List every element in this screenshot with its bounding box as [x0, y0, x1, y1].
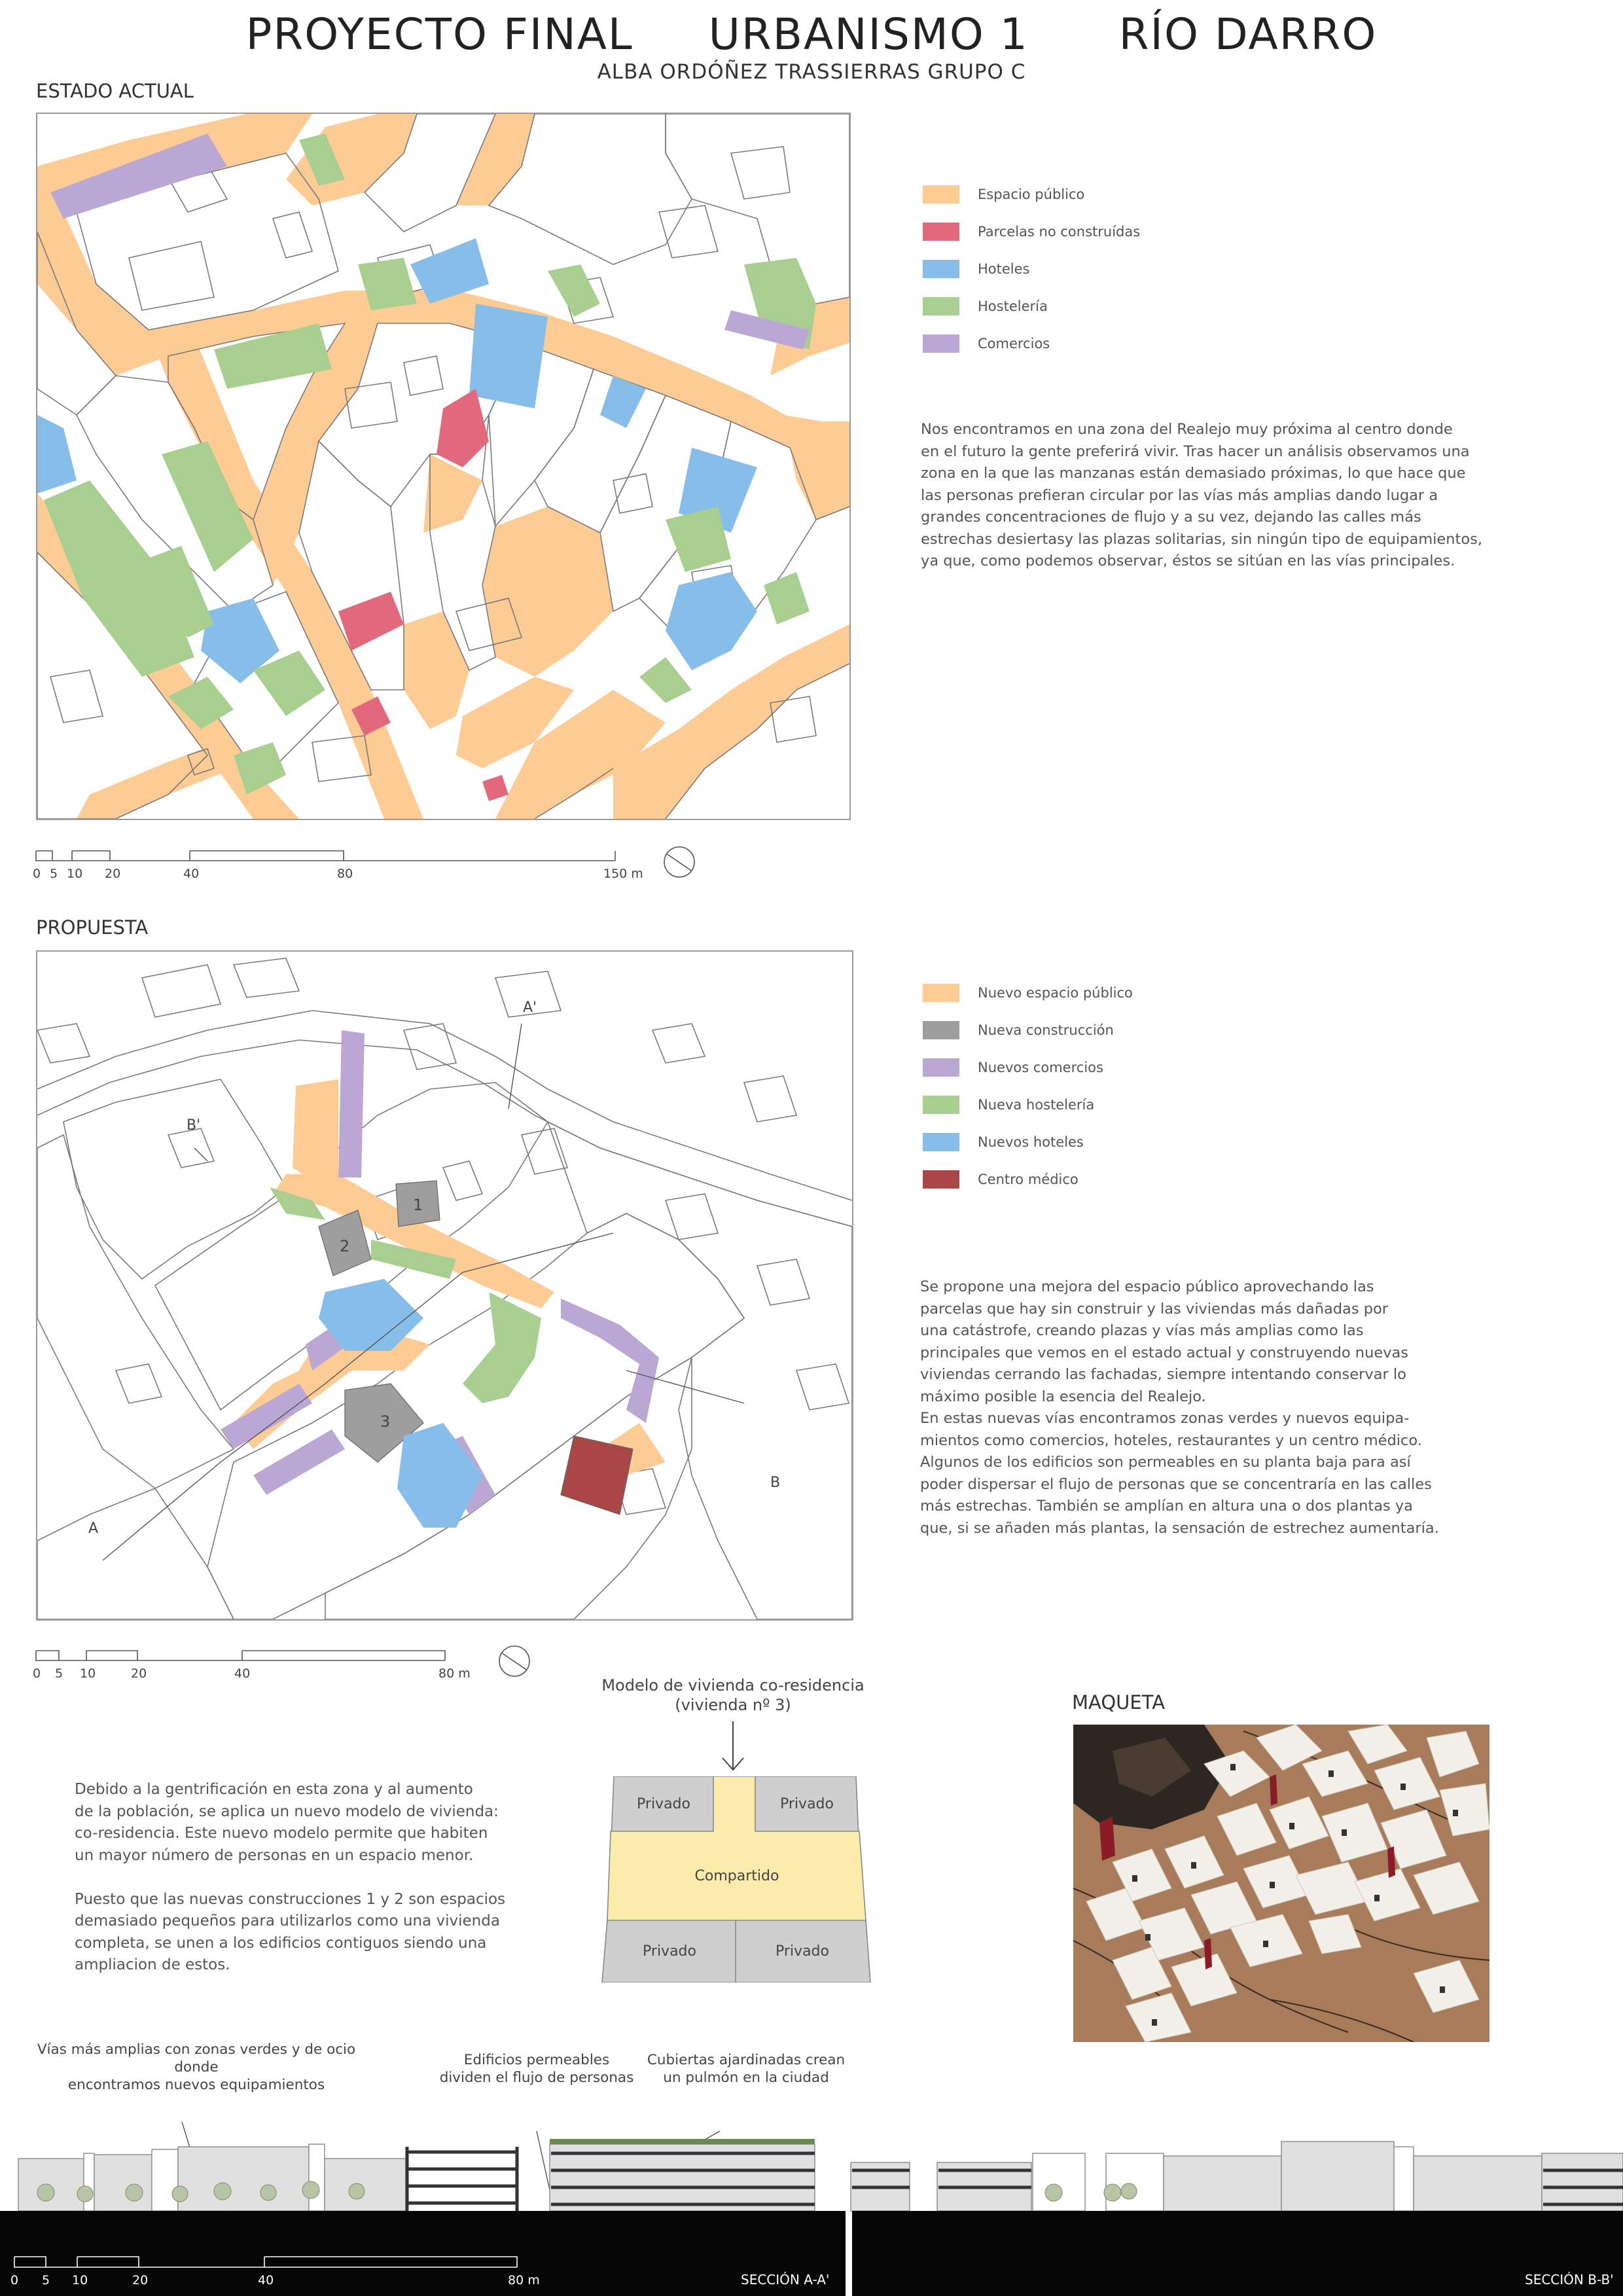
- section-marker-a: A: [88, 1520, 99, 1537]
- legend-label: Espacio público: [978, 186, 1085, 202]
- section-marker-b: B: [770, 1475, 781, 1491]
- legend-item-comercios: [923, 325, 1140, 362]
- propuesta-legend: [923, 974, 1133, 1198]
- maqueta-photo: [1073, 1725, 1489, 2042]
- estado-actual-legend: [923, 175, 1140, 362]
- legend-swatch: [923, 984, 959, 1002]
- propuesta-text: Se propone una mejora del espacio público aprovechando las parcelas que hay sin construir y las viviendas más dañadas por una catástrofe, creando plazas y vías más amplias como las principales que vemos en el estado actual y construyendo nuevas viviendas cerrando las fachadas, siempre intentando conservar lo máximo posible la esencia del Realejo. En estas nuevas vías encontramos zonas verdes y nuevos equipa- mientos como comercios, hoteles, restaurantes y un centro médico. Algunos de los edificios son permeables en su planta baja para así poder dispersar el flujo de personas que se concentraría en las calles más estrechas. También se amplían en altura una o dos plantas ya que, si se añaden más plantas, la sensación de estrechez aumentaría.: [920, 1278, 1439, 1537]
- north-arrow-icon: [664, 847, 694, 877]
- legend-swatch: [923, 1096, 959, 1114]
- maqueta-photo-drawing: [1073, 1725, 1489, 2042]
- legend-label: Hoteles: [978, 260, 1030, 277]
- section-bb-label: SECCIÓN B-B': [1525, 2272, 1614, 2287]
- legend-item-nuevo-espacio: [923, 974, 1133, 1011]
- legend-item-hoteles: [923, 250, 1140, 287]
- section-marker-b-prime: B': [187, 1117, 201, 1134]
- legend-label: Centro médico: [978, 1171, 1079, 1187]
- annotation-edificios: Edificios permeables dividen el flujo de personas: [439, 2052, 634, 2086]
- model-title: Modelo de vivienda co-residencia (vivienda nº 3): [601, 1676, 865, 1714]
- building-number-3: 3: [380, 1412, 391, 1431]
- legend-label: Nuevos hoteles: [978, 1134, 1084, 1150]
- legend-item-nuevos-comercios: [923, 1049, 1133, 1086]
- legend-item-hosteleria: [923, 287, 1140, 325]
- arrow-down-icon: [720, 1720, 746, 1772]
- propuesta-scale-bar: [33, 1644, 530, 1685]
- scale-label: 0: [10, 2273, 19, 2287]
- building-number-2: 2: [340, 1237, 350, 1255]
- cell-privado-bottom-left: Privado: [643, 1943, 696, 1960]
- legend-swatch: [923, 297, 959, 315]
- scale-label: 40: [183, 867, 200, 881]
- north-arrow-icon: [499, 1646, 529, 1676]
- estado-actual-label: ESTADO ACTUAL: [36, 80, 194, 102]
- legend-swatch: [923, 334, 959, 353]
- page-subtitle: ALBA ORDÓÑEZ TRASSIERRAS GRUPO C: [597, 60, 1026, 84]
- estado-actual-map: [36, 113, 851, 820]
- scale-label: 40: [258, 2273, 274, 2287]
- scale-label: 80: [337, 867, 353, 881]
- maqueta-label: MAQUETA: [1072, 1691, 1166, 1713]
- cell-privado-bottom-right: Privado: [776, 1943, 829, 1960]
- building-number-1: 1: [413, 1196, 423, 1214]
- scale-label: 5: [42, 2273, 50, 2287]
- scale-label: 20: [105, 867, 121, 881]
- legend-label: Comercios: [978, 335, 1050, 351]
- annotation-cubiertas: Cubiertas ajardinadas crean un pulmón en la ciudad: [647, 2052, 846, 2086]
- scale-label: 10: [80, 1666, 96, 1681]
- scale-label: 0: [33, 1666, 41, 1681]
- legend-label: Nueva construcción: [978, 1022, 1114, 1038]
- propuesta-label: PROPUESTA: [36, 916, 149, 939]
- estado-actual-text: Nos encontramos en una zona del Realejo muy próxima al centro donde en el futuro la gente preferirá vivir. Tras hacer un análisis observamos una zona en la que las manzanas están demasiado próximas, lo que hace que las personas prefieran circular por las vías más amplias dando lugar a grandes concentraciones de flujo y a su vez, dejando las calles más estrechas desiertasy las plazas solitarias, sin ningún tipo de equipamientos, ya que, como podemos observar, éstos se sitúan en las vías principales.: [921, 421, 1482, 569]
- scale-label: 5: [55, 1666, 63, 1681]
- legend-swatch: [923, 1170, 959, 1189]
- section-marker-a-prime: A': [523, 999, 537, 1016]
- legend-label: Hostelería: [978, 298, 1048, 314]
- scale-label: 40: [234, 1666, 251, 1681]
- coresidencia-diagram: [601, 1776, 872, 1982]
- legend-item-parcelas: [923, 213, 1140, 250]
- propuesta-map-drawing: [37, 952, 852, 1619]
- estado-actual-map-drawing: [37, 114, 849, 819]
- legend-item-nueva-construccion: [923, 1011, 1133, 1049]
- scale-label: 20: [132, 2273, 149, 2287]
- legend-swatch: [923, 1133, 959, 1151]
- propuesta-map: [36, 950, 853, 1621]
- legend-swatch: [923, 260, 959, 278]
- scale-label: 10: [72, 2273, 88, 2287]
- legend-label: Nuevos comercios: [978, 1059, 1103, 1075]
- estado-actual-scale-bar: [33, 844, 726, 884]
- legend-label: Nueva hostelería: [978, 1096, 1095, 1113]
- legend-swatch: [923, 185, 959, 204]
- legend-label: Nuevo espacio público: [978, 984, 1133, 1001]
- legend-item-centro-medico: [923, 1160, 1133, 1198]
- legend-item-nuevos-hoteles: [923, 1123, 1133, 1160]
- scale-label: 0: [33, 867, 41, 881]
- scale-label: 80 m: [508, 2273, 540, 2287]
- scale-label: 10: [67, 867, 83, 881]
- cell-privado-top-left: Privado: [637, 1795, 690, 1812]
- legend-item-espacio-publico: [923, 175, 1140, 213]
- sections-drawing: [0, 2081, 1623, 2296]
- cell-privado-top-right: Privado: [780, 1795, 834, 1812]
- legend-label: Parcelas no construídas: [978, 223, 1141, 240]
- legend-item-nueva-hosteleria: [923, 1086, 1133, 1123]
- section-aa-label: SECCIÓN A-A': [741, 2272, 830, 2287]
- legend-swatch: [923, 1021, 959, 1039]
- coresidencia-text: Debido a la gentrificación en esta zona y al aumento de la población, se aplica un nuevo modelo de vivienda: co-residencia. Este nuevo modelo permite que habiten un mayor número de personas en un espacio menor. Puesto que las nuevas construcciones 1 y 2 son espacios demasiado pequeños para utilizarlos como una vivienda completa, se unen a los edificios contiguos siendo una ampliacion de estos.: [75, 1781, 506, 1973]
- scale-label: 80 m: [438, 1666, 471, 1681]
- scale-label: 5: [50, 867, 58, 881]
- annotation-vias: Vías más amplias con zonas verdes y de ocio donde encontramos nuevos equipamientos: [37, 2041, 356, 2093]
- legend-swatch: [923, 223, 959, 241]
- cell-compartido: Compartido: [694, 1867, 779, 1884]
- legend-swatch: [923, 1058, 959, 1077]
- scale-label: 150 m: [603, 867, 643, 881]
- page-title: PROYECTO FINAL URBANISMO 1 RÍO DARRO: [245, 9, 1378, 60]
- scale-label: 20: [131, 1666, 147, 1681]
